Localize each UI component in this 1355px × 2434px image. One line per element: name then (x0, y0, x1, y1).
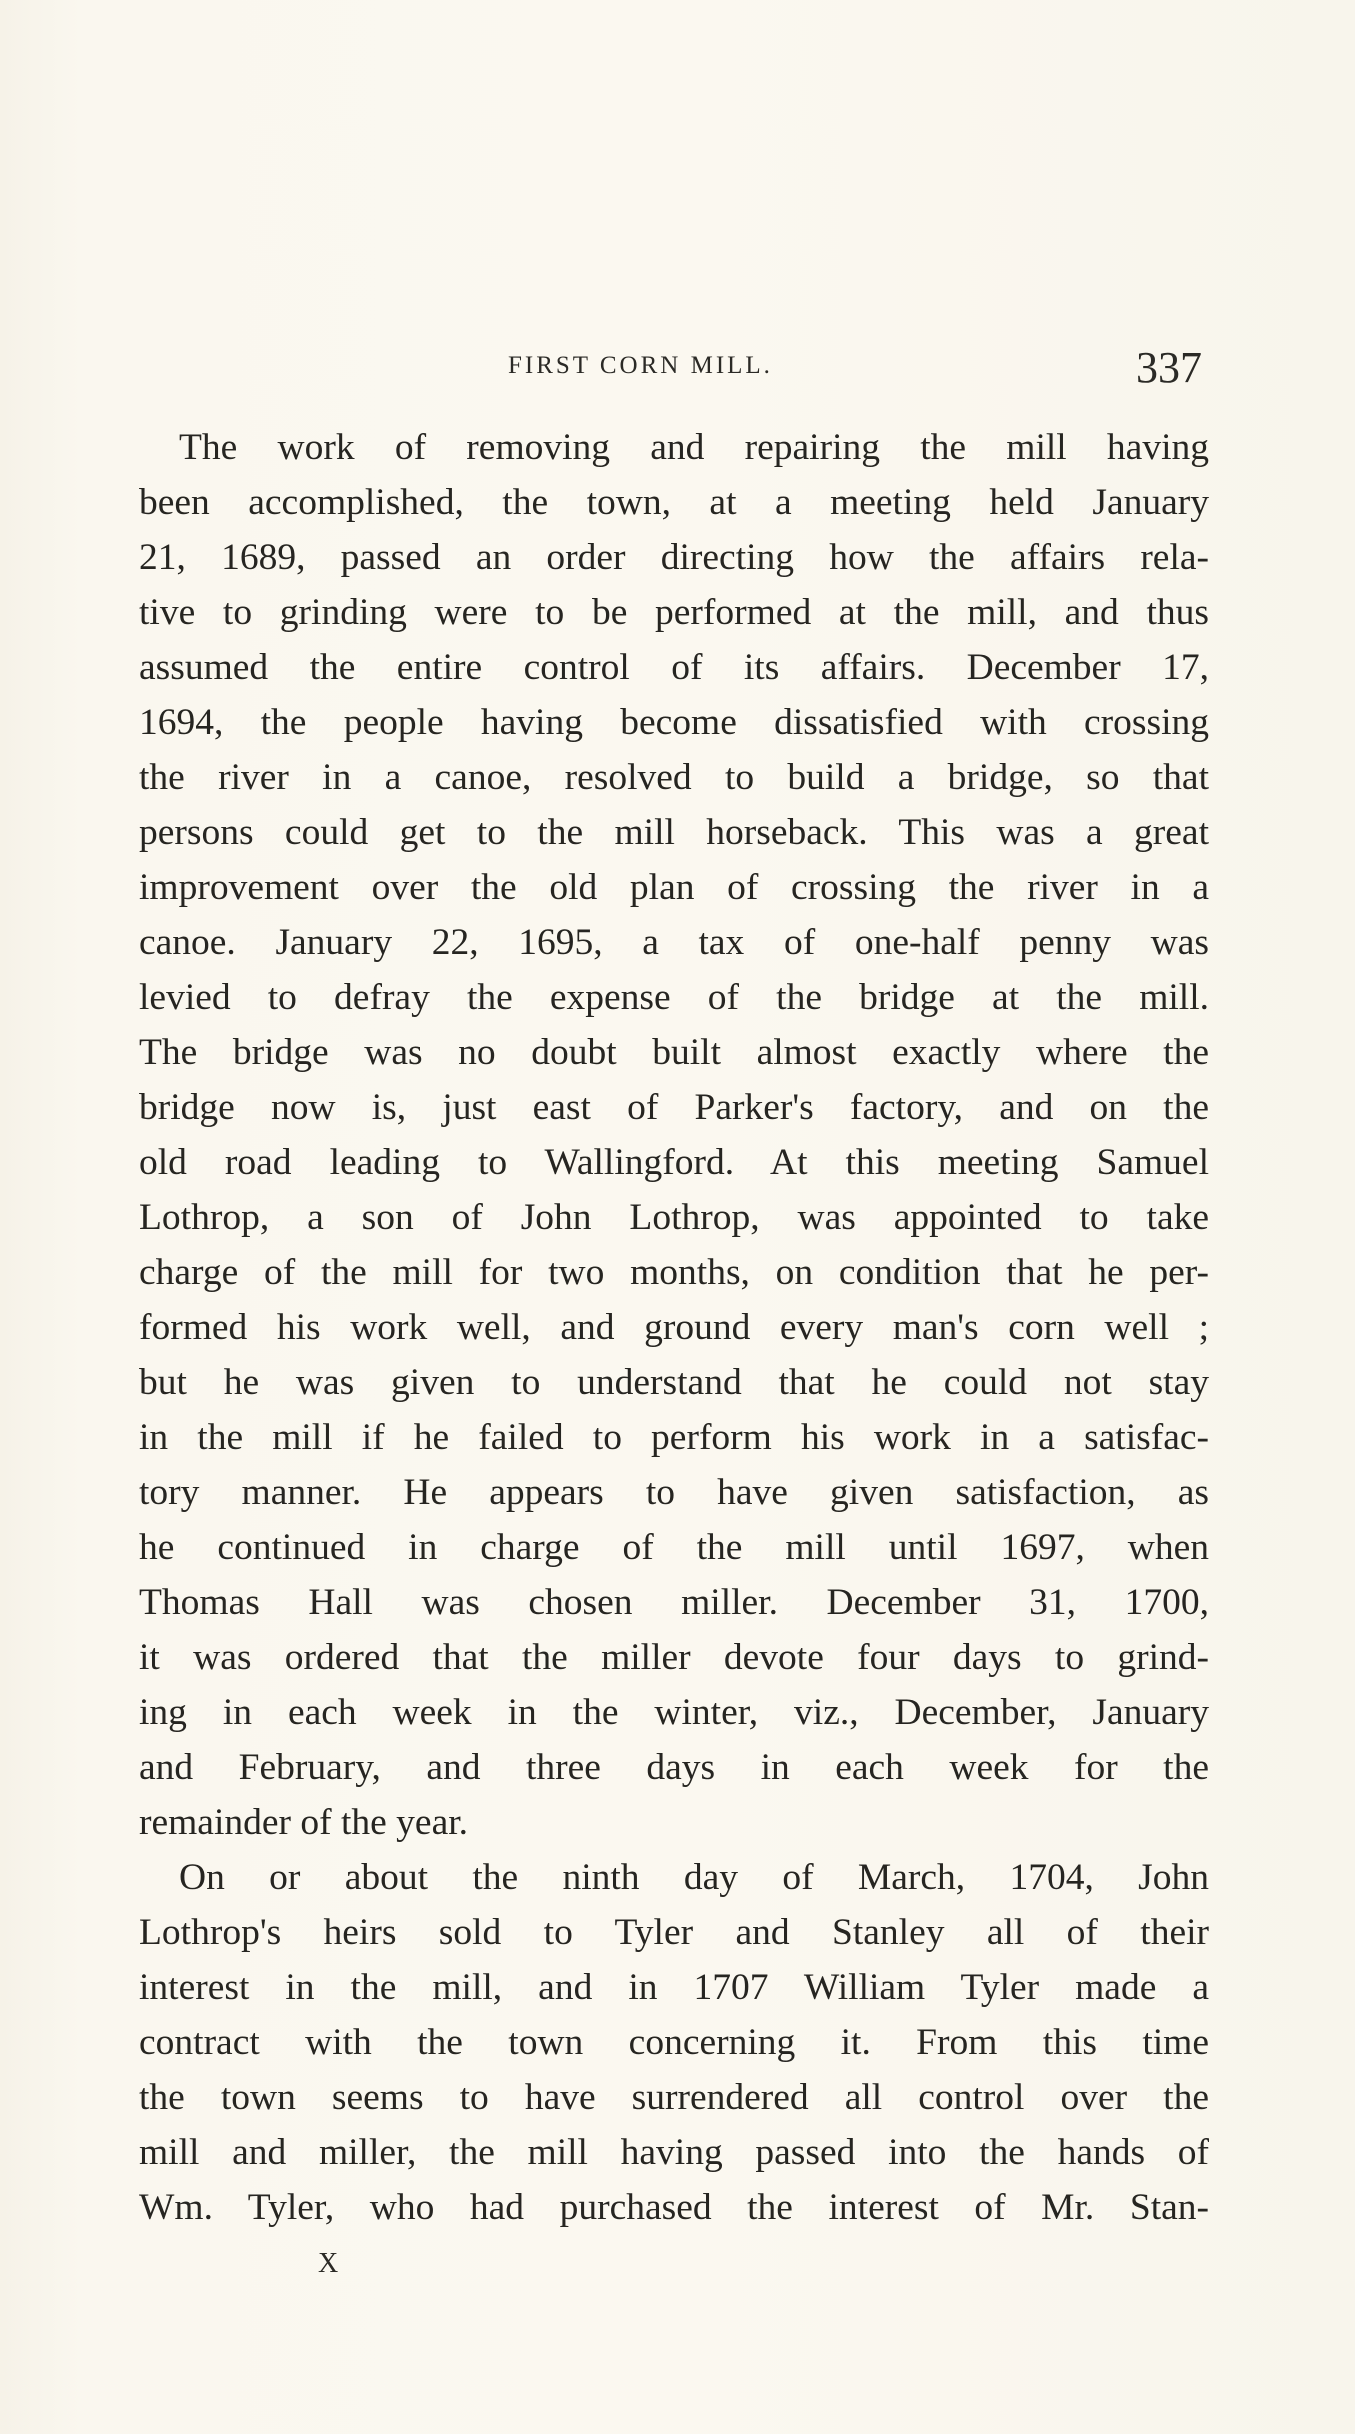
text-line: tory manner. He appears to have given satisfaction, as (139, 1472, 1209, 1513)
signature-mark: X (318, 2248, 340, 2279)
text-line: been accomplished, the town, at a meeting held January (139, 482, 1209, 523)
text-line: 21, 1689, passed an order directing how the affairs rela- (139, 537, 1209, 578)
text-line: in the mill if he failed to perform his work in a satisfac- (139, 1417, 1209, 1458)
text-line: tive to grinding were to be performed at the mill, and thus (139, 592, 1209, 633)
text-line: Lothrop, a son of John Lothrop, was appointed to take (139, 1197, 1209, 1238)
text-line: formed his work well, and ground every man's corn well ; (139, 1307, 1209, 1348)
text-line: remainder of the year. (139, 1802, 469, 1843)
chapter-title: FIRST CORN MILL. (508, 352, 773, 379)
text-line: Thomas Hall was chosen miller. December 31, 1700, (139, 1582, 1209, 1623)
text-line: charge of the mill for two months, on condition that he per- (139, 1252, 1209, 1293)
text-line: Wm. Tyler, who had purchased the interest of Mr. Stan- (139, 2187, 1209, 2228)
text-line: he continued in charge of the mill until 1697, when (139, 1527, 1209, 1568)
text-line: assumed the entire control of its affairs. December 17, (139, 647, 1209, 688)
text-line: contract with the town concerning it. From this time (139, 2022, 1209, 2063)
text-line: Lothrop's heirs sold to Tyler and Stanley all of their (139, 1912, 1209, 1953)
text-line: The work of removing and repairing the mill having (179, 427, 1209, 468)
text-line: canoe. January 22, 1695, a tax of one-half penny was (139, 922, 1209, 963)
text-line: persons could get to the mill horseback. This was a great (139, 812, 1209, 853)
text-line: the river in a canoe, resolved to build a bridge, so that (139, 757, 1209, 798)
text-line: On or about the ninth day of March, 1704, John (179, 1857, 1209, 1898)
text-line: interest in the mill, and in 1707 William Tyler made a (139, 1967, 1209, 2008)
page-number: 337 (1136, 343, 1202, 392)
running-head (0, 342, 1355, 402)
text-line: ing in each week in the winter, viz., December, January (139, 1692, 1209, 1733)
text-line: the town seems to have surrendered all control over the (139, 2077, 1209, 2118)
text-line: The bridge was no doubt built almost exactly where the (139, 1032, 1209, 1073)
text-line: mill and miller, the mill having passed into the hands of (139, 2132, 1209, 2173)
text-line: 1694, the people having become dissatisfied with crossing (139, 702, 1209, 743)
body-text (139, 420, 1209, 2235)
text-line: and February, and three days in each week for the (139, 1747, 1209, 1788)
text-line: old road leading to Wallingford. At this meeting Samuel (139, 1142, 1209, 1183)
text-line: bridge now is, just east of Parker's factory, and on the (139, 1087, 1209, 1128)
text-line: improvement over the old plan of crossing the river in a (139, 867, 1209, 908)
text-line: it was ordered that the miller devote four days to grind- (139, 1637, 1209, 1678)
text-line: levied to defray the expense of the bridge at the mill. (139, 977, 1209, 1018)
text-line: but he was given to understand that he could not stay (139, 1362, 1209, 1403)
